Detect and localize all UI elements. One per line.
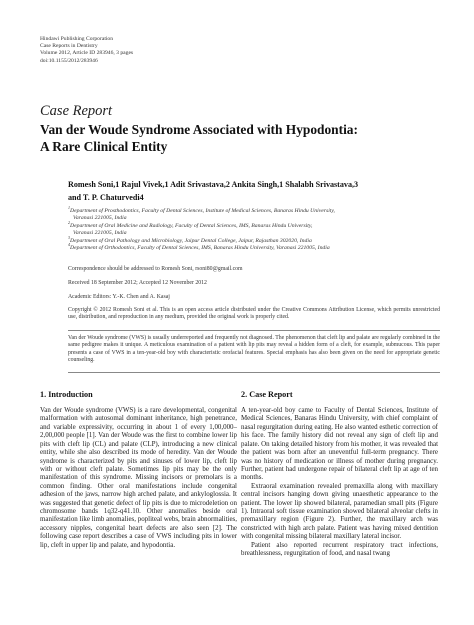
doi-link[interactable]: doi:10.1155/2012/283946 — [40, 57, 98, 64]
affiliation-text: Department of Oral Medicine and Radiology, Faculty of Dental Sciences, IMS, Banaras Hindu University, — [69, 222, 313, 229]
case-report-paragraph: Patient also reported recurrent respiratory tract infections, breathlessness, regurgitation of food, and nasal twang — [241, 540, 438, 558]
introduction-paragraph: Van der Woude syndrome (VWS) is a rare developmental, congenital malformation with autosomal dominant inheritance, high penetrance, and variable expressivity, occurring in about 1 of every 1,00,000–2,00,000 people [1]. Van der Woude was the first to combine lower lip pits with cleft lip (CL) and palate (CLP), introducing a new clinical entity, while she also described its mode of heredity. Van der Woude syndrome is characterized by pits and sinuses of lower lip, cleft lip with or without cleft palate. Sometimes lip pits may be the only manifestation of this syndrome. Missing incisors or premolars is a common finding. Other oral manifestations include congenital adhesion of the jaws, narrow high arched palate, and ankyloglossia. It was suggested that genetic defect of lip pits is due to microdeletion on chromosome bands 1q32-q41.10. Other anomalies beside oral manifestation like limb anomalies, popliteal webs, brain abnormalities, accessory nipples, congenital heart defects are also seen [2]. The following case report describes a case of VWS including pits in lower lip, cleft in upper lip and palate, and hypodontia. — [40, 406, 237, 549]
affiliation-text-cont: Varanasi 221005, India — [73, 230, 127, 237]
left-column — [40, 390, 237, 549]
introduction-heading: 1. Introduction — [40, 390, 93, 399]
affiliation-text: Department of Prosthodontics, Faculty of Dental Sciences, Institute of Medical Sciences, Banaras Hindu University, — [69, 208, 335, 214]
authors-line-2: and T. P. Chaturvedi4 — [68, 192, 144, 202]
case-report-heading: 2. Case Report — [241, 390, 293, 399]
copyright-notice: Copyright © 2012 Romesh Soni et al. This is an open access article distributed under the Creative Commons Attribution License, which permits unrestricted use, distribution, and reproduction in any medium, provided the original work is properly cited. — [68, 307, 440, 321]
author-list — [68, 179, 448, 204]
affiliation-number: 4 — [68, 242, 70, 248]
journal-name: Case Reports in Dentistry — [40, 43, 98, 50]
affiliation-text: Department of Orthodontics, Faculty of Dental Sciences, IMS, Banaras Hindu University, Varanasi 221005, India — [69, 245, 330, 252]
affiliation-text-cont: Varanasi 221005, India — [73, 215, 127, 222]
publisher-name: Hindawi Publishing Corporation — [40, 36, 114, 42]
authors-line-1: Romesh Soni,1 Rajul Vivek,1 Adit Srivastava,2 Ankita Singh,1 Shalabh Srivastava,3 — [68, 180, 359, 189]
case-report-paragraph: A ten-year-old boy came to Faculty of Dental Sciences, Institute of Medical Sciences, Banaras Hindu University, with chief complaint of nasal regurgitation during eating. He also wanted esthetic correction of his face. The family history did not reveal any sign of cleft lip and palate. On taking detailed history from his mother, it was revealed that the patient was born after an uneventful full-term pregnancy. There was no history of medication or illness of mother during pregnancy. Further, patient had undergone repair of bilateral cleft lip at age of ten months. — [241, 406, 438, 482]
affiliation-number: 1 — [68, 205, 70, 211]
correspondence-note: Correspondence should be addressed to Romesh Soni, rsoni80@gmail.com — [68, 266, 243, 272]
divider-bottom — [68, 372, 440, 373]
case-report-paragraph: Extraoral examination revealed premaxilla along with maxillary central incisors hanging down giving unaesthetic appearance to the patient. The lower lip showed bilateral, paramedian small pits (Figure 1). Intraoral soft tissue examination showed bilateral alveolar clefts in premaxillary region (Figure 2). Further, the maxillary arch was constricted with high arch palate. Patient was having mixed dentition with congenital missing bilateral maxillary lateral incisor. — [241, 481, 438, 541]
affiliation-2 — [68, 220, 438, 238]
article-type: Case Report — [40, 103, 113, 119]
academic-editors: Academic Editors: Y.-K. Chen and A. Kasaj — [68, 294, 170, 300]
affiliation-4 — [68, 242, 438, 252]
title-line-1: Van der Woude Syndrome Associated with Hypodontia: — [40, 122, 358, 137]
received-accepted-dates: Received 18 September 2012; Accepted 12 November 2012 — [68, 280, 207, 286]
affiliation-number: 2 — [68, 220, 70, 225]
affiliations — [68, 205, 438, 253]
affiliation-1 — [68, 205, 438, 223]
affiliation-text: Department of Oral Pathology and Microbiology, Jaipur Dental College, Jaipur, Rajasthan 302020, India — [69, 237, 312, 244]
affiliation-3 — [68, 234, 438, 248]
volume-info: Volume 2012, Article ID 283946, 3 pages — [40, 50, 134, 57]
publication-info — [40, 36, 133, 65]
title-line-2: A Rare Clinical Entity — [40, 138, 168, 154]
right-column — [241, 390, 438, 558]
affiliation-number: 3 — [68, 234, 70, 240]
divider-top — [68, 330, 440, 331]
article-title — [40, 122, 440, 155]
abstract-text: Van der Woude syndrome (VWS) is usually underreported and frequently not diagnosed. The phenomenon that cleft lip and palate are regularly combined in the same pedigree makes it unique. A meticulous examination of a patient with lip pits may reveal a hidden form of a cleft, for example, submucous. This paper presents a case of VWS in a ten-year-old boy with characteristic orofacial features. Special emphasis has also been given on the need for appropriate genetic counseling. — [68, 335, 440, 364]
